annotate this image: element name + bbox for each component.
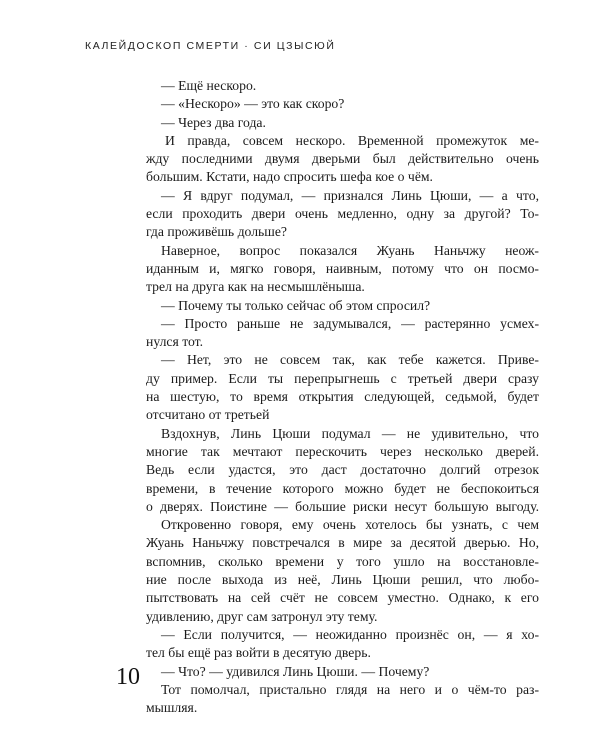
text-line: Ведь если удастся, это даст достаточно долгий отрезок <box>146 462 539 478</box>
text-line: мышляя. <box>146 700 198 716</box>
text-line: жду последними двумя дверьми был действительно очень <box>146 151 539 167</box>
text-line: о дверях. Поистине — большие риски несут большую выгоду. <box>146 498 539 514</box>
running-head: КАЛЕЙДОСКОП СМЕРТИ · СИ ЦЗЫСЮЙ <box>85 40 336 52</box>
text-line: ние после выхода из неё, Линь Цюши решил, что любо- <box>146 572 539 588</box>
text-line: вспомнив, сколько времени у того ушло на восстановле- <box>146 553 539 569</box>
text-line: — Если получится, — неожиданно произнёс он, — я хо- <box>161 626 539 642</box>
text-line: Жуань Наньчжу повстречался в мире за десятой дверью. Но, <box>146 535 539 551</box>
text-line: И правда, совсем нескоро. Временной промежуток ме- <box>165 132 539 148</box>
text-line: пытствовать на сей счёт не совсем уместно. Однако, к его <box>146 590 539 606</box>
text-line: на шестую, то время открытия следующей, седьмой, будет <box>146 389 539 405</box>
body-text <box>146 77 539 717</box>
text-line: тел бы ещё раз войти в десятую дверь. <box>146 645 371 661</box>
text-line: — Я вдруг подумал, — признался Линь Цюши, — а что, <box>161 187 539 203</box>
text-line: Откровенно говоря, ему очень хотелось бы узнать, с чем <box>161 517 539 533</box>
text-line: — Почему ты только сейчас об этом спросил? <box>161 297 431 313</box>
text-line: — Через два года. <box>161 114 266 130</box>
text-line: отсчитано от третьей <box>146 407 270 423</box>
text-line: если проходить двери очень медленно, одну за другой? То- <box>146 206 539 222</box>
text-line: времени, в течение которого можно будет не беспокоиться <box>146 480 539 496</box>
text-line: многие так мечтают перескочить через несколько дверей. <box>146 443 539 459</box>
text-line: большим. Кстати, надо спросить шефа кое о чём. <box>146 169 433 185</box>
text-line: Наверное, вопрос показался Жуань Наньчжу неож- <box>161 242 539 258</box>
text-line: — Что? — удивился Линь Цюши. — Почему? <box>161 663 430 679</box>
text-line: удивлению, друг сам затронул эту тему. <box>146 608 378 624</box>
text-line: — «Нескоро» — это как скоро? <box>161 96 345 112</box>
text-line: гда проживёшь дольше? <box>146 224 287 240</box>
text-line: нулся тот. <box>146 334 204 350</box>
text-line: — Просто раньше не задумывался, — растерянно усмех- <box>161 315 539 331</box>
text-line: Тот помолчал, пристально глядя на него и о чём-то раз- <box>161 681 539 697</box>
page-number: 10 <box>116 664 140 690</box>
text-line: — Ещё нескоро. <box>161 78 257 93</box>
text-line: — Нет, это не совсем так, как тебе кажется. Приве- <box>161 352 539 368</box>
text-line: ду пример. Если ты перепрыгнешь с третьей двери сразу <box>146 370 539 386</box>
text-line: трел на друга как на несмышлёныша. <box>146 279 365 295</box>
text-line: иданным и, мягко говоря, наивным, потому что он посмо- <box>146 260 539 276</box>
text-line: Вздохнув, Линь Цюши подумал — не удивительно, что <box>161 425 539 441</box>
